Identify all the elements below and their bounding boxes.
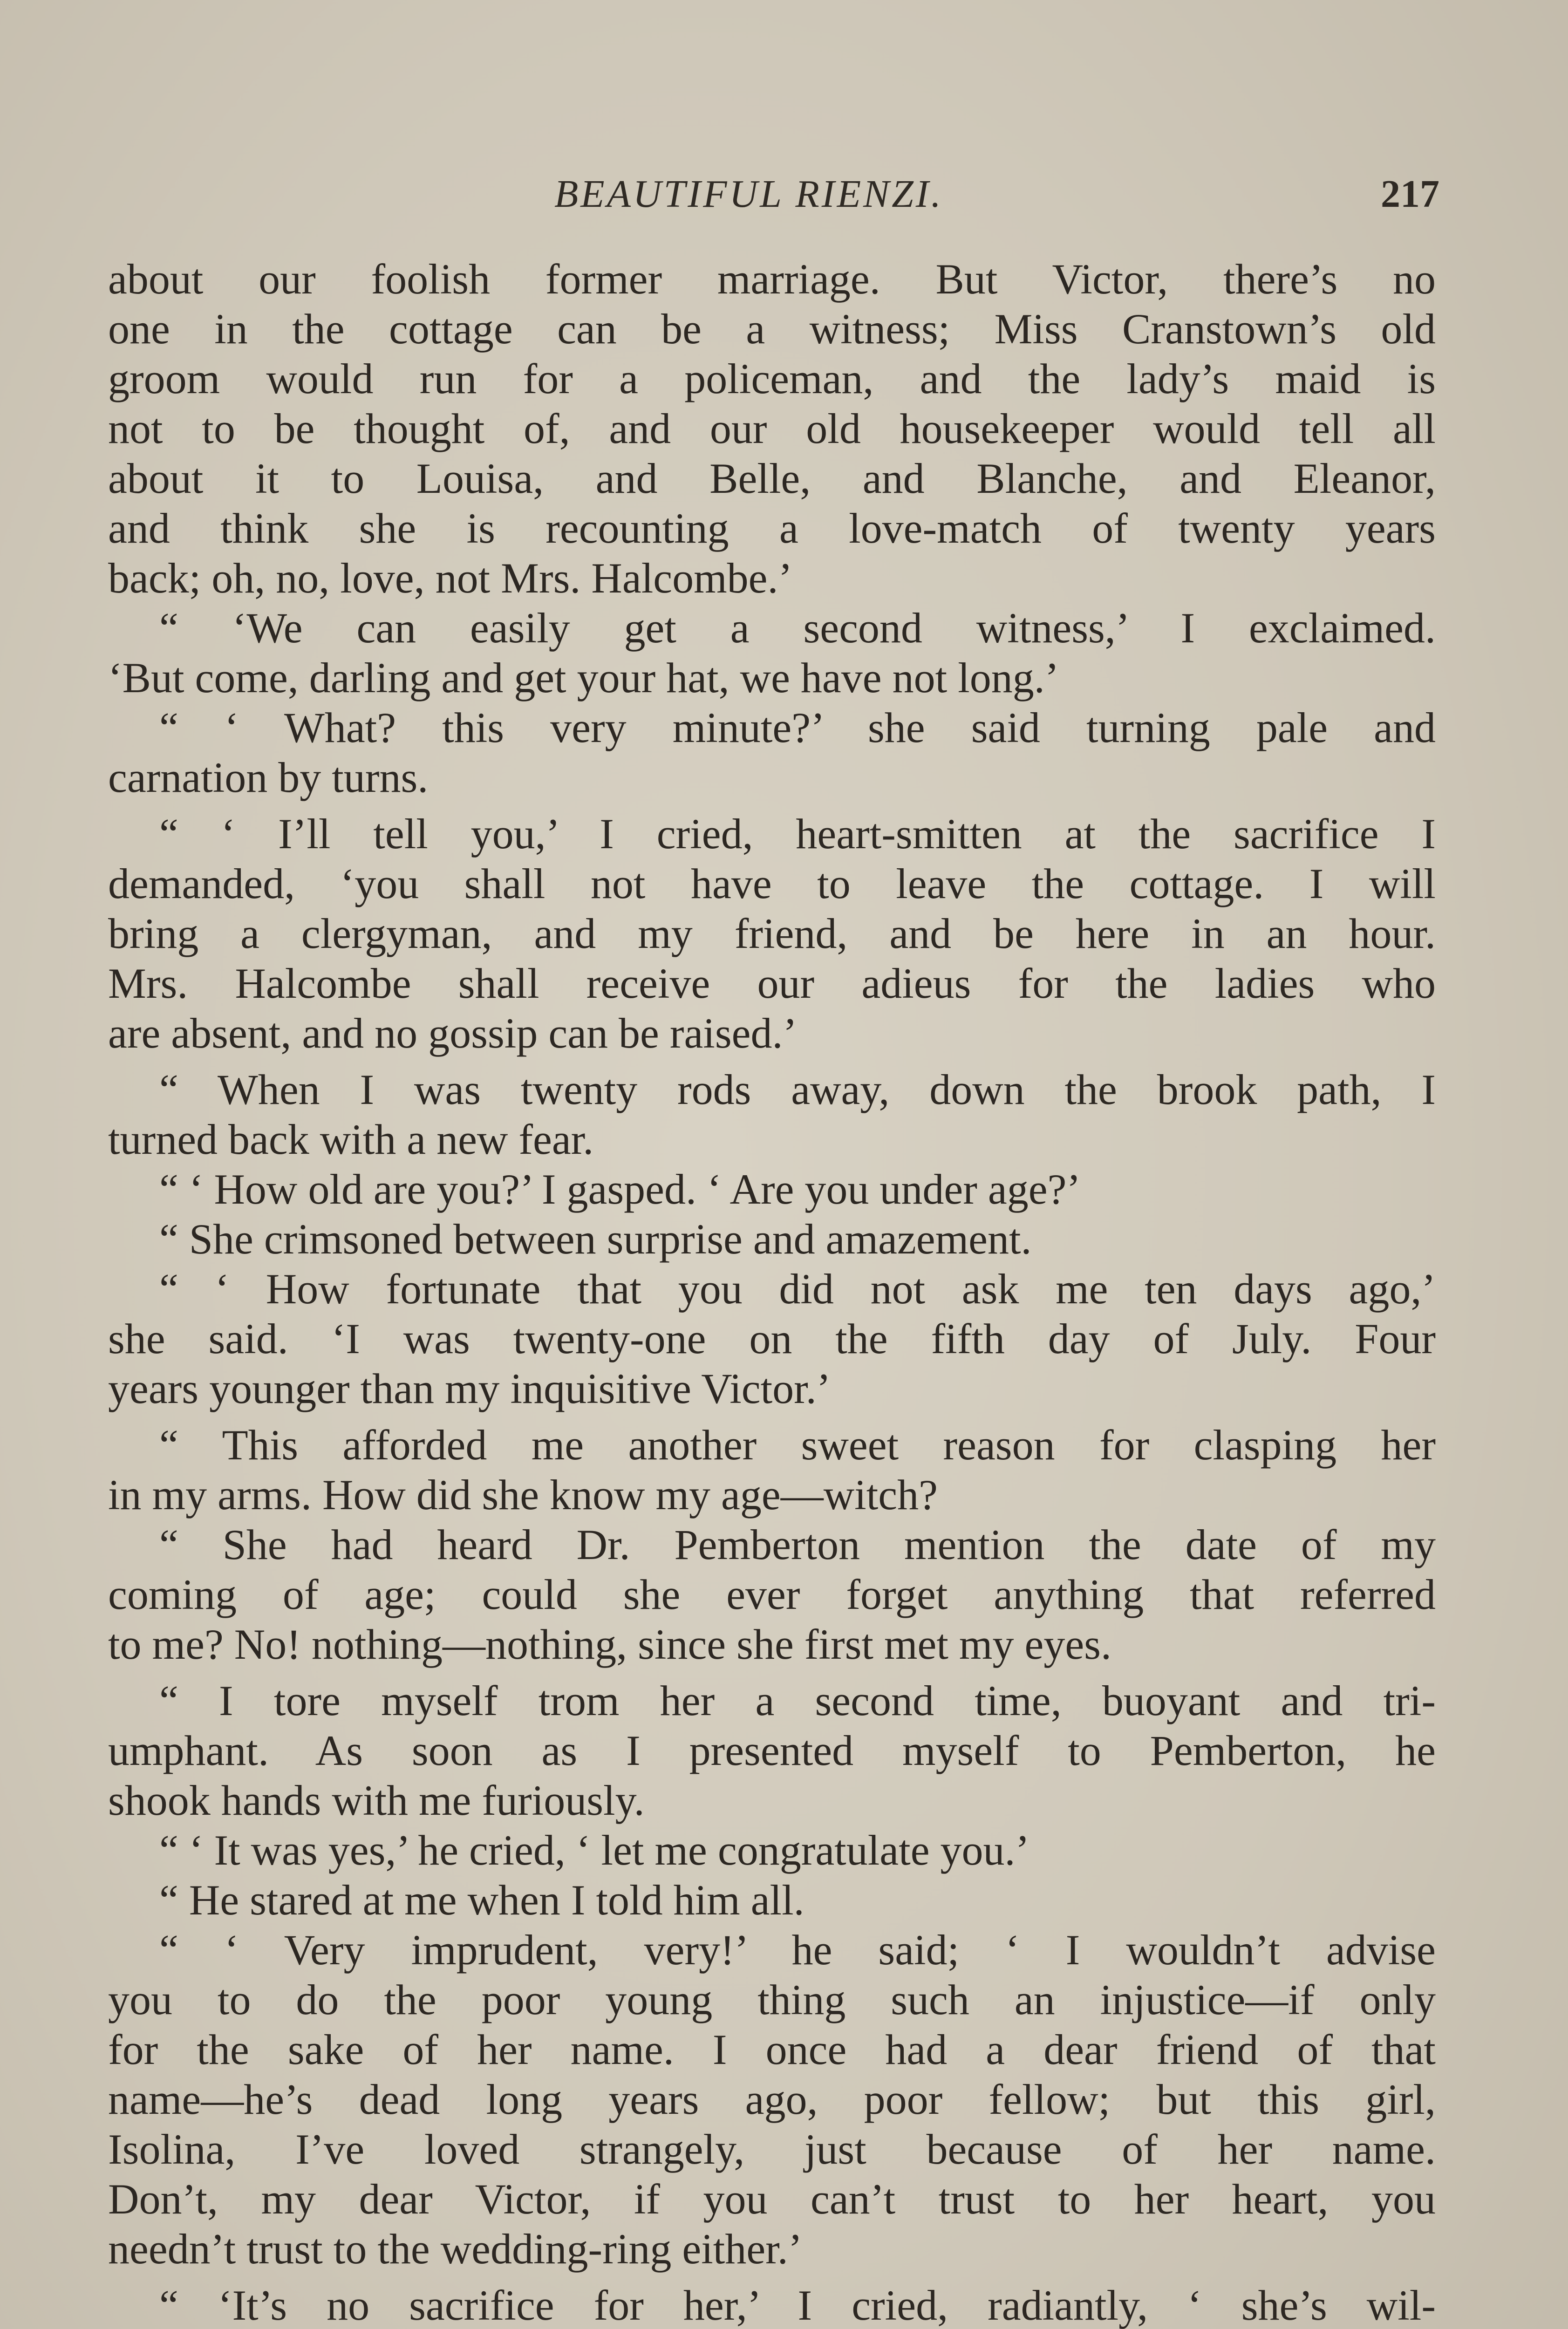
text-line: “ ‘It’s no sacrifice for her,’ I cried, radiantly, ‘ she’s wil- [159,2281,1436,2329]
text-line: “ ‘We can easily get a second witness,’ I exclaimed. [159,604,1436,652]
text-line: needn’t trust to the wedding-ring either.’ [108,2225,803,2273]
text-line: Mrs. Halcombe shall receive our adieus for the ladies who [108,960,1436,1007]
text-line: shook hands with me furiously. [108,1777,645,1824]
text-line: “ He stared at me when I told him all. [159,1876,804,1924]
text-line: Isolina, I’ve loved strangely, just because of her name. [108,2125,1436,2173]
text-line: coming of age; could she ever forget anything that referred [108,1571,1436,1618]
text-line: demanded, ‘you shall not have to leave the cottage. I will [108,860,1436,907]
text-line: in my arms. How did she know my age—witch? [108,1471,938,1519]
text-line: Don’t, my dear Victor, if you can’t trust to her heart, you [108,2175,1436,2223]
text-line: she said. ‘I was twenty-one on the fifth day of July. Four [108,1315,1436,1362]
text-line: “ ‘ What? this very minute?’ she said turning pale and [159,704,1436,751]
text-line: are absent, and no gossip can be raised.’ [108,1009,798,1057]
text-line: umphant. As soon as I presented myself to Pemberton, he [108,1727,1436,1774]
running-title: BEAUTIFUL RIENZI. [554,172,943,216]
text-line: not to be thought of, and our old housekeeper would tell all [108,405,1436,452]
text-line: years younger than my inquisitive Victor.’ [108,1365,831,1412]
text-line: “ ‘ It was yes,’ he cried, ‘ let me congratulate you.’ [159,1826,1030,1874]
running-head [107,171,1439,223]
text-line: bring a clergyman, and my friend, and be here in an hour. [108,910,1436,957]
text-line: “ I tore myself trom her a second time, buoyant and tri- [159,1677,1436,1724]
text-line: one in the cottage can be a witness; Miss Cranstown’s old [108,305,1436,353]
text-line: back; oh, no, love, not Mrs. Halcombe.’ [108,554,793,602]
text-line: “ This afforded me another sweet reason for clasping her [159,1421,1436,1469]
text-line: turned back with a new fear. [108,1116,594,1163]
body-text [108,254,1436,2329]
text-line: to me? No! nothing—nothing, since she first met my eyes. [108,1621,1111,1668]
text-line: you to do the poor young thing such an injustice—if only [108,1976,1436,2023]
text-line: name—he’s dead long years ago, poor fellow; but this girl, [108,2076,1436,2123]
text-line: “ When I was twenty rods away, down the brook path, I [159,1066,1436,1113]
text-line: for the sake of her name. I once had a dear friend of that [108,2026,1436,2073]
text-line: groom would run for a policeman, and the lady’s maid is [108,355,1436,402]
text-line: “ ‘ How old are you?’ I gasped. ‘ Are you under age?’ [159,1165,1081,1213]
text-line: about it to Louisa, and Belle, and Blanche, and Eleanor, [108,455,1436,502]
text-line: “ She had heard Dr. Pemberton mention the date of my [159,1521,1436,1568]
text-line: “ She crimsoned between surprise and amazement. [159,1215,1032,1263]
text-line: “ ‘ Very imprudent, very!’ he said; ‘ I wouldn’t advise [159,1926,1436,1974]
text-line: ‘But come, darling and get your hat, we have not long.’ [108,654,1059,701]
text-line: “ ‘ How fortunate that you did not ask me ten days ago,’ [159,1265,1436,1313]
page-number: 217 [1381,172,1439,216]
text-line: and think she is recounting a love-match of twenty years [108,504,1436,552]
text-line: “ ‘ I’ll tell you,’ I cried, heart-smitten at the sacrifice I [159,810,1436,858]
text-line: carnation by turns. [108,754,429,801]
text-line: about our foolish former marriage. But Victor, there’s no [108,255,1436,303]
